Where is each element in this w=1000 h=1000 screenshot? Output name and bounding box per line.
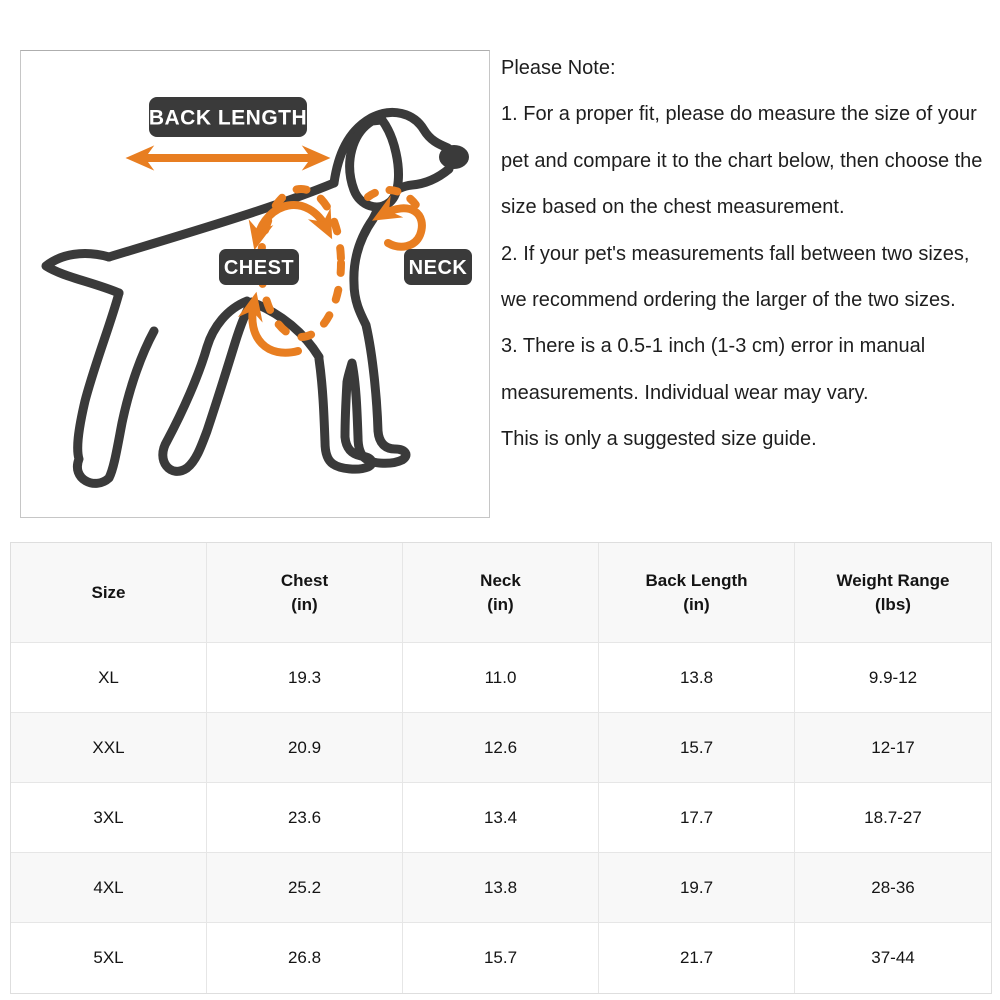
- table-header-chest: [207, 543, 403, 643]
- table-cell-size: 4XL: [11, 853, 207, 923]
- table-cell-weight: 12-17: [795, 713, 991, 783]
- note-line-1: 1. For a proper fit, please do measure the size of your: [501, 103, 977, 126]
- table-header-size: [11, 543, 207, 643]
- please-note-text: [501, 45, 1000, 463]
- table-cell-weight: 18.7-27: [795, 783, 991, 853]
- table-header-back-length: [599, 543, 795, 643]
- table-cell-weight: 37-44: [871, 948, 915, 967]
- table-cell-chest: 25.2: [207, 853, 403, 923]
- header-line1: Chest: [280, 570, 329, 590]
- table-cell-chest: 20.9: [207, 713, 403, 783]
- dog-outline: [46, 112, 449, 483]
- note-line-5: we recommend ordering the larger of the two sizes.: [501, 289, 956, 312]
- table-cell-neck: 13.8: [403, 853, 599, 923]
- table-cell-chest: 19.3: [207, 643, 403, 713]
- table-cell-weight: 28-36: [795, 853, 991, 923]
- size-chart-table: [10, 542, 992, 994]
- table-cell-neck: 11.0: [403, 643, 599, 713]
- header-line2: (lbs): [875, 594, 911, 614]
- table-cell-back: 19.7: [599, 853, 795, 923]
- header-line2: (in): [487, 594, 514, 614]
- dog-nose: [439, 145, 469, 169]
- table-cell-chest: 23.6: [207, 783, 403, 853]
- header-line1: Neck: [480, 570, 521, 590]
- header-line1: Size: [91, 582, 126, 602]
- note-line-2: pet and compare it to the chart below, then choose the: [501, 149, 983, 172]
- table-cell-size: 3XL: [11, 783, 207, 853]
- header-line2: (in): [683, 594, 710, 614]
- table-cell-back: 17.7: [599, 783, 795, 853]
- note-title: Please Note:: [501, 57, 616, 79]
- table-cell-neck: 12.6: [403, 713, 599, 783]
- neck-label: NECK: [408, 257, 468, 279]
- dog-measurement-diagram: [20, 50, 490, 518]
- neck-arrow: [382, 208, 422, 246]
- header-line1: Back Length: [645, 570, 748, 590]
- table-cell-chest: 26.8: [207, 923, 403, 993]
- dog-diagram-svg: [21, 51, 489, 517]
- table-cell-size: XXL: [11, 713, 207, 783]
- table-header-neck: [403, 543, 599, 643]
- table-cell-back: 13.8: [599, 643, 795, 713]
- note-line-7: measurements. Individual wear may vary.: [501, 381, 869, 404]
- header-line2: (in): [291, 594, 318, 614]
- note-line-4: 2. If your pet's measurements fall between two sizes,: [501, 242, 970, 265]
- note-line-6: 3. There is a 0.5-1 inch (1-3 cm) error in manual: [501, 335, 926, 358]
- table-cell-back: 21.7: [599, 923, 795, 993]
- table-cell-size: XL: [11, 643, 207, 713]
- note-line-8: This is only a suggested size guide.: [501, 428, 817, 451]
- table-header-weight-range: [795, 543, 991, 643]
- table-cell-neck: 15.7: [403, 923, 599, 993]
- table-cell-weight: 9.9-12: [795, 643, 991, 713]
- chest-label: CHEST: [223, 257, 295, 279]
- table-cell-back: 15.7: [599, 713, 795, 783]
- table-cell-neck: 13.4: [403, 783, 599, 853]
- back-length-label: BACK LENGTH: [148, 106, 308, 130]
- table-cell-size: 5XL: [11, 923, 207, 993]
- header-line1: Weight Range: [836, 570, 950, 590]
- note-line-3: size based on the chest measurement.: [501, 196, 845, 219]
